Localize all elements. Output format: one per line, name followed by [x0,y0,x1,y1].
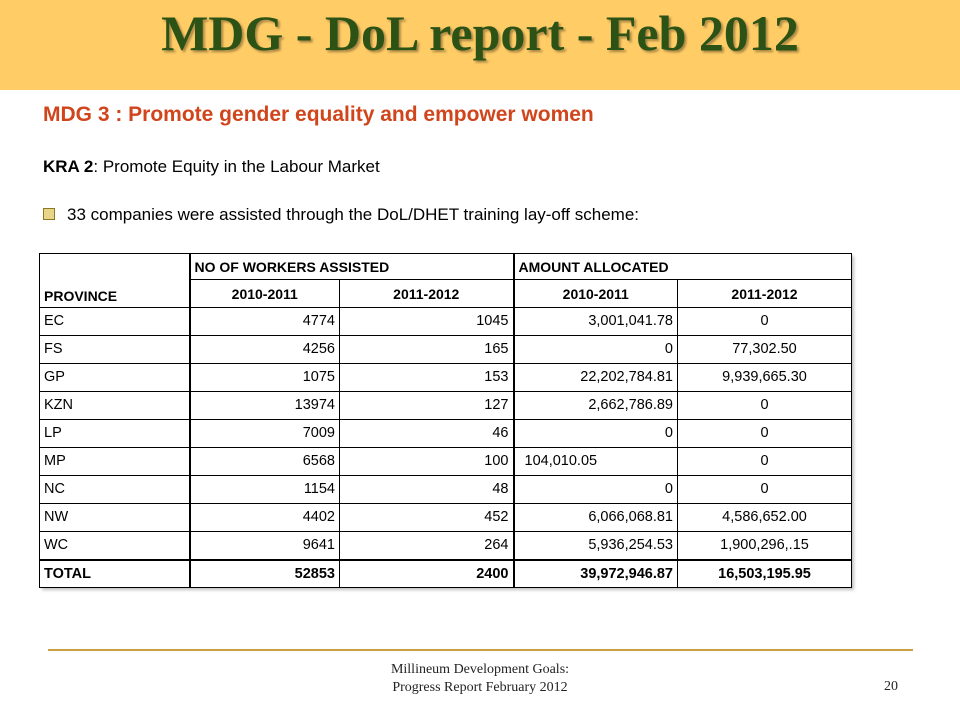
table-row [40,364,852,392]
province-cell: FS [40,336,190,364]
province-cell: EC [40,308,190,336]
workers-cell: 1075 [190,364,340,392]
province-cell: KZN [40,392,190,420]
bullet-text: 33 companies were assisted through the DoL/DHET training lay-off scheme: [67,205,639,224]
table-row [40,476,852,504]
total-cell: 52853 [190,560,340,588]
total-cell: 16,503,195.95 [678,560,852,588]
kra-text: : Promote Equity in the Labour Market [93,157,380,176]
workers-cell: 264 [340,532,514,560]
province-cell: WC [40,532,190,560]
province-cell: GP [40,364,190,392]
workers-cell: 4774 [190,308,340,336]
amount-cell: 0 [514,476,678,504]
amount-cell: 0 [514,336,678,364]
square-bullet-icon [43,208,55,220]
workers-cell: 6568 [190,448,340,476]
table-row [40,336,852,364]
year-header: 2011-2012 [678,280,852,308]
table-row [40,532,852,560]
amount-cell: 2,662,786.89 [514,392,678,420]
workers-cell: 153 [340,364,514,392]
footer-text [335,661,625,697]
amount-cell: 0 [678,476,852,504]
amount-cell: 3,001,041.78 [514,308,678,336]
amount-cell: 6,066,068.81 [514,504,678,532]
province-cell: NW [40,504,190,532]
amount-cell: 0 [678,420,852,448]
kra-label: KRA 2 [43,157,94,176]
year-header: 2010-2011 [190,280,340,308]
slide-title: MDG - DoL report - Feb 2012 [161,5,799,61]
amount-cell: 77,302.50 [678,336,852,364]
amount-cell: 104,010.05 [514,448,678,476]
table-row [40,448,852,476]
footer-line-2: Progress Report February 2012 [392,680,568,695]
data-table [39,253,852,588]
kra-line [43,157,380,177]
total-label: TOTAL [40,560,190,588]
amount-cell: 9,939,665.30 [678,364,852,392]
workers-cell: 100 [340,448,514,476]
total-row [40,560,852,588]
amount-cell: 0 [678,448,852,476]
table-row [40,504,852,532]
amount-cell: 0 [678,392,852,420]
workers-cell: 165 [340,336,514,364]
workers-cell: 9641 [190,532,340,560]
table-row [40,392,852,420]
province-cell: LP [40,420,190,448]
table-row [40,308,852,336]
amount-cell: 22,202,784.81 [514,364,678,392]
bullet-item [43,205,639,225]
page-number: 20 [884,679,898,694]
province-header: PROVINCE [40,254,190,308]
footer-line-1: Millineum Development Goals: [390,662,570,677]
amount-group-header: AMOUNT ALLOCATED [514,254,852,280]
workers-cell: 1045 [340,308,514,336]
mdg-heading: MDG 3 : Promote gender equality and empower women [43,103,594,126]
province-cell: NC [40,476,190,504]
workers-cell: 7009 [190,420,340,448]
table-row [40,420,852,448]
workers-cell: 48 [340,476,514,504]
year-header: 2010-2011 [514,280,678,308]
workers-cell: 1154 [190,476,340,504]
header-row-groups [40,254,852,280]
amount-cell: 4,586,652.00 [678,504,852,532]
amount-cell: 0 [514,420,678,448]
total-cell: 2400 [340,560,514,588]
amount-cell: 0 [678,308,852,336]
amount-cell: 1,900,296,.15 [678,532,852,560]
workers-group-header: NO OF WORKERS ASSISTED [190,254,514,280]
workers-cell: 13974 [190,392,340,420]
total-cell: 39,972,946.87 [514,560,678,588]
workers-cell: 127 [340,392,514,420]
year-header: 2011-2012 [340,280,514,308]
workers-cell: 4402 [190,504,340,532]
footer-divider [48,649,913,651]
data-table-wrapper [39,253,851,587]
amount-cell: 5,936,254.53 [514,532,678,560]
workers-cell: 46 [340,420,514,448]
province-cell: MP [40,448,190,476]
workers-cell: 4256 [190,336,340,364]
workers-cell: 452 [340,504,514,532]
